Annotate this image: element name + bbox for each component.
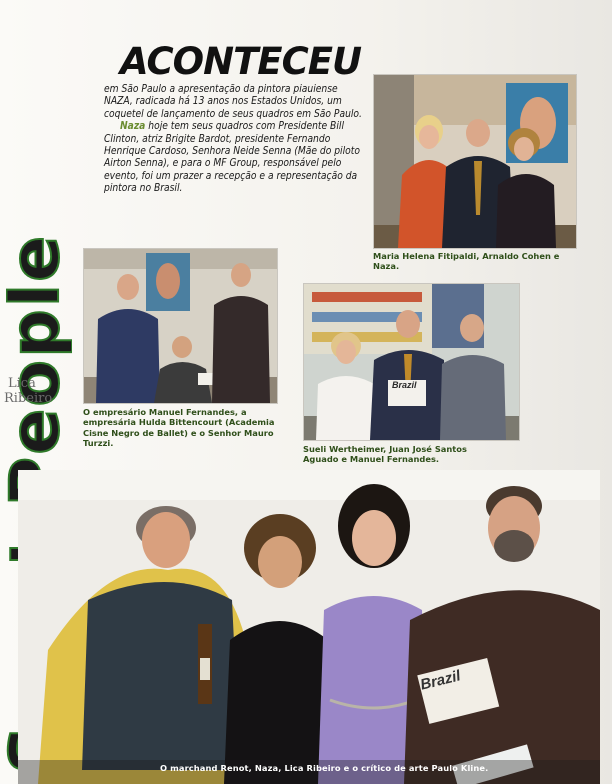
byline-last-name: Ribeiro bbox=[4, 391, 53, 406]
photo-fitipaldi-cohen-naza bbox=[373, 74, 577, 249]
photo-renot-naza-ribeiro-kline bbox=[18, 470, 600, 784]
byline-first-name: Lica bbox=[8, 376, 36, 391]
photo-fernandes-bittencourt-turzzi bbox=[83, 248, 278, 404]
photo-4-caption: O marchand Renot, Naza, Lica Ribeiro e o crítico de arte Paulo Kline. bbox=[160, 763, 489, 773]
magazine-label: Brazil bbox=[392, 380, 417, 390]
article-body bbox=[104, 84, 366, 196]
article-paragraph-2 bbox=[104, 121, 366, 195]
article-paragraph-1: em São Paulo a apresentação da pintora piauiense NAZA, radicada há 13 anos nos Estados Unidos, um coquetel de lançamento de seus quadros em São Paulo. bbox=[104, 84, 362, 120]
author-byline bbox=[4, 376, 74, 406]
paragraph-2-lead: Naza bbox=[120, 121, 146, 133]
photo-1-caption: Maria Helena Fitipaldi, Arnaldo Cohen e Naza. bbox=[373, 251, 560, 272]
magazine-label-2: Brazil bbox=[418, 667, 463, 694]
article-title: ACONTECEU bbox=[120, 40, 362, 83]
photo-3-caption: Sueli Wertheimer, Juan José Santos Aguado e Manuel Fernandes. bbox=[303, 444, 467, 465]
paragraph-2-text: hoje tem seus quadros com Presidente Bill Clinton, atriz Brigite Bardot, presidente Fernando Henrique Cardoso, Senhora Neide Senna (Mãe do piloto Airton Senna), e para o MF Group, responsável pelo evento, foi um prazer a recepção e a representação da pintora no Brasil. bbox=[104, 121, 360, 195]
photo-wertheimer-aguado-fernandes bbox=[303, 283, 520, 441]
photo-2-caption: O empresário Manuel Fernandes, a empresária Hulda Bittencourt (Academia Cisne Negro de Ballet) e o Senhor Mauro Turzzi. bbox=[83, 407, 275, 449]
brand-wordmark: People bbox=[6, 233, 72, 507]
